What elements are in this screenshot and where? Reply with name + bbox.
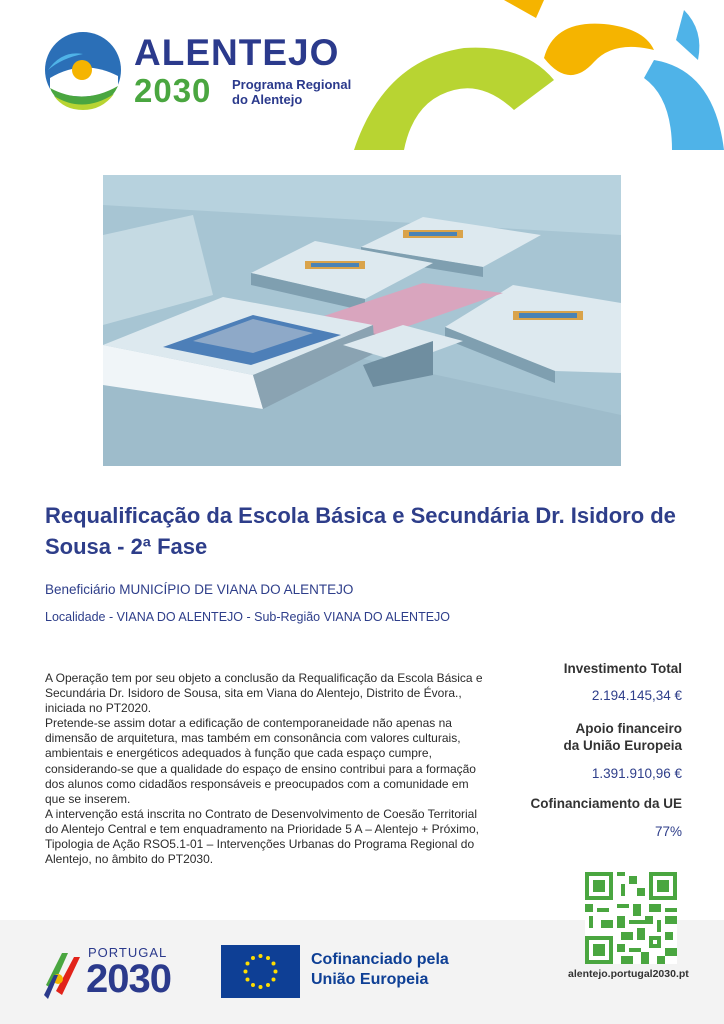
logo-subtitle-line1: Programa Regional	[232, 77, 352, 92]
logo-subtitle	[232, 77, 351, 107]
eu-cofinancing-value: 77%	[654, 824, 682, 839]
description-paragraph-1: A Operação tem por seu objeto a conclusão da Requalificação da Escola Básica e Secundária Dr. Isidoro de Sousa, sita em Viana do Alentejo, Distrito de Évora., iniciada no PT2020.	[45, 671, 483, 716]
qr-code-icon	[585, 872, 677, 964]
project-title: Requalificação da Escola Básica e Secundária Dr. Isidoro de Sousa - 2ª Fase	[45, 503, 676, 559]
website-link[interactable]: alentejo.portugal2030.pt	[568, 968, 689, 980]
eu-support-value: 1.391.910,96 €	[591, 766, 682, 781]
description-paragraph-2: Pretende-se assim dotar a edificação de contemporaneidade não apenas na dimensão de arquitetura, mas também em consonância com valores culturais, ambientais e energéticos adequados à função que cada espaço cumpre, considerando-se que a qualidade do espaço de ensino contribui para a formação dos alunos como cidadãos responsáveis e preocupados com a comunidade em que se inserem.	[45, 716, 476, 806]
logo-subtitle-line2: do Alentejo	[232, 92, 303, 107]
eu-support-block	[462, 720, 682, 781]
project-description	[45, 671, 490, 867]
eu-support-label-line2: da União Europeia	[563, 738, 682, 753]
investment-total-block	[462, 660, 682, 703]
portugal-flag-icon	[42, 945, 84, 1001]
eu-cofinancing-label: Cofinanciamento da UE	[530, 796, 682, 811]
portugal-word: PORTUGAL	[88, 945, 168, 960]
logo-year: 2030	[134, 72, 212, 109]
eu-support-label-line1: Apoio financeiro	[575, 721, 682, 736]
investment-total-label: Investimento Total	[563, 661, 682, 676]
eu-cofinancing-text	[311, 950, 449, 990]
investment-total-value: 2.194.145,34 €	[591, 688, 682, 703]
logo-title: ALENTEJO	[134, 32, 340, 73]
eu-text-line2: União Europeia	[311, 971, 429, 988]
locality-text: Localidade - VIANA DO ALENTEJO - Sub-Região VIANA DO ALENTEJO	[45, 610, 451, 624]
school-render-image	[103, 175, 621, 466]
eu-flag-icon	[221, 945, 300, 998]
eu-text-line1: Cofinanciado pela	[311, 951, 449, 968]
alentejo-2030-logo	[42, 30, 362, 110]
portugal-2030-logo	[42, 945, 192, 1005]
alentejo-logo-icon	[42, 30, 124, 110]
description-paragraph-3: A intervenção está inscrita no Contrato de Desenvolvimento de Coesão Territorial do Alentejo Central e tem enquadramento na Prioridade 5 A – Alentejo + Próximo, Tipologia de Ação RSO5.1-01 – Intervenções Urbanas do Programa Regional do Alentejo, no âmbito do PT2030.	[45, 806, 479, 867]
decorative-shapes-icon	[354, 0, 724, 150]
portugal-year: 2030	[86, 957, 171, 1001]
eu-cofinancing-block	[462, 795, 682, 839]
beneficiary-text: Beneficiário MUNICÍPIO DE VIANA DO ALENTEJO	[45, 582, 354, 597]
